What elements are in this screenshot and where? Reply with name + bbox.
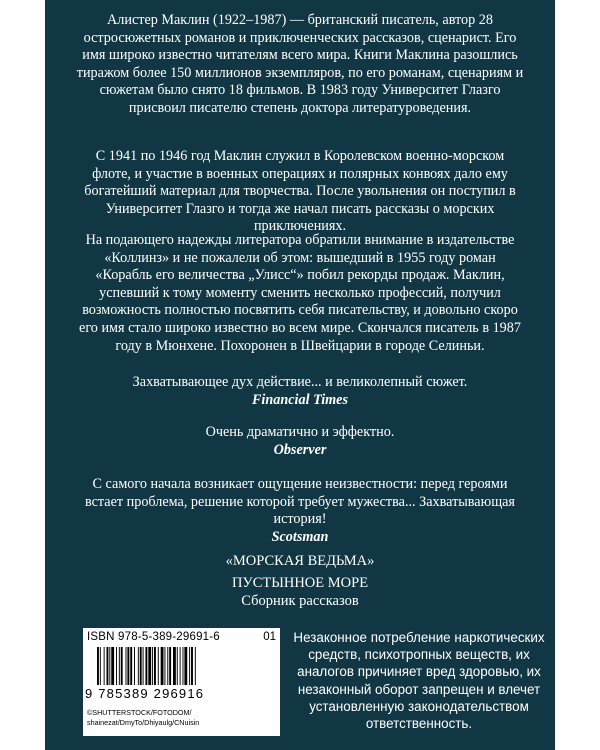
barcode-bar [138, 647, 139, 685]
review-quote-3 [75, 476, 525, 546]
barcode-bar [143, 647, 144, 685]
barcode-bar [152, 647, 153, 685]
bio-paragraph-1: Алистер Маклин (1922–1987) — британский писатель, автор 28 остросюжетных романов и приключенческих рассказов, сценарист. Его имя широко известно читателям всего мира. Книги Маклина разошлись тиражом более 150 миллионов экземпляров, по его романам, сценариям и сюжетам было снято 18 фильмов. В 1983 году Университет Глазго присвоил писателю степень доктора литературоведения. [76, 12, 524, 116]
series-name: «МОРСКАЯ ВЕДЬМА» [225, 553, 375, 569]
barcode-bar [183, 647, 184, 685]
bio-paragraph-3: На подающего надежды литератора обратили внимание в издательстве «Коллинз» и не пожалели об этом: вышедший в 1955 году роман «Корабль его величества „Улисс“» побил рекорды продаж. Маклин, успевший к тому моменту сменить несколько профессий, получил возможность полностью посвятить себя писательству, и довольно скоро его имя стало широко известно во всем мире. Скончался писатель в 1987 году в Мюнхене. Похоронен в Швейцарии в городе Селиньи. [79, 232, 521, 354]
barcode-bar [195, 647, 196, 685]
barcode-bar [191, 647, 193, 685]
barcode-bar [158, 647, 159, 685]
quote-text: Очень драматично и эффектно. [205, 424, 395, 440]
barcode-bar [116, 647, 117, 685]
barcode-bar [130, 647, 132, 685]
barcode-bar [97, 647, 99, 685]
barcode-bar [154, 647, 156, 685]
quote-text: Захватывающее дух действие... и великолепный сюжет. [132, 374, 468, 390]
barcode-bar [164, 647, 165, 685]
barcode-bar [173, 647, 176, 685]
barcode-bar [180, 647, 181, 685]
barcode-bar [184, 647, 187, 685]
barcode-bar [189, 647, 190, 685]
back-cover [45, 0, 555, 750]
barcode-bar [111, 647, 114, 685]
barcode-bar [109, 647, 110, 685]
quote-source: Scotsman [271, 528, 329, 545]
bio-paragraph-2: С 1941 по 1946 год Маклин служил в Королевском военно-морском флоте, и участие в военных операциях и полярных конвоях дало ему богатейший материал для творчества. После увольнения он поступил в Университет Глазго и тогда же начал писать рассказы о морских приключениях. [84, 148, 516, 235]
barcode-digits: 9 785389 296916 [85, 686, 205, 701]
barcode-bar [100, 647, 101, 685]
barcode-bar [145, 647, 147, 685]
barcode-bar [121, 647, 123, 685]
barcode-bars [97, 647, 265, 685]
legal-warning: Незаконное потребление наркотических средств, психотропных веществ, их аналогов причиняет вред здоровью, их незаконный оборот запрещен и влечет установленную законодательством ответственность. [293, 630, 545, 732]
image-credits: ©SHUTTERSTOCK/FOTODOM/ shainezat/DmyTo/Dhiyaulg/CNuisin [87, 708, 200, 727]
barcode-bar [167, 647, 168, 685]
barcode-bar [119, 647, 120, 685]
quote-source: Observer [273, 441, 327, 458]
review-quote-2 [75, 424, 525, 459]
barcode-bar [104, 647, 105, 685]
quote-source: Financial Times [251, 391, 349, 408]
quote-text: С самого начала возникает ощущение неизвестности: перед героями встает проблема, решение которой требует мужества... Захватывающая история! [85, 476, 515, 528]
book-title: ПУСТЫННОЕ МОРЕ [231, 575, 369, 591]
barcode-bar [127, 647, 129, 685]
barcode-bar [134, 647, 135, 685]
barcode-bar [161, 647, 164, 685]
barcode-bar [177, 647, 178, 685]
review-quote-1 [75, 374, 525, 409]
isbn-label: ISBN 978-5-389-29691-6 [87, 631, 220, 643]
barcode-bar [140, 647, 142, 685]
book-subtitle: Сборник рассказов [241, 593, 359, 609]
barcode-bar [148, 647, 151, 685]
barcode-bar [169, 647, 171, 685]
barcode-bar [107, 647, 109, 685]
isbn-addon-code: 01 [263, 631, 276, 643]
barcode-panel [83, 628, 280, 736]
barcode-bar [126, 647, 127, 685]
